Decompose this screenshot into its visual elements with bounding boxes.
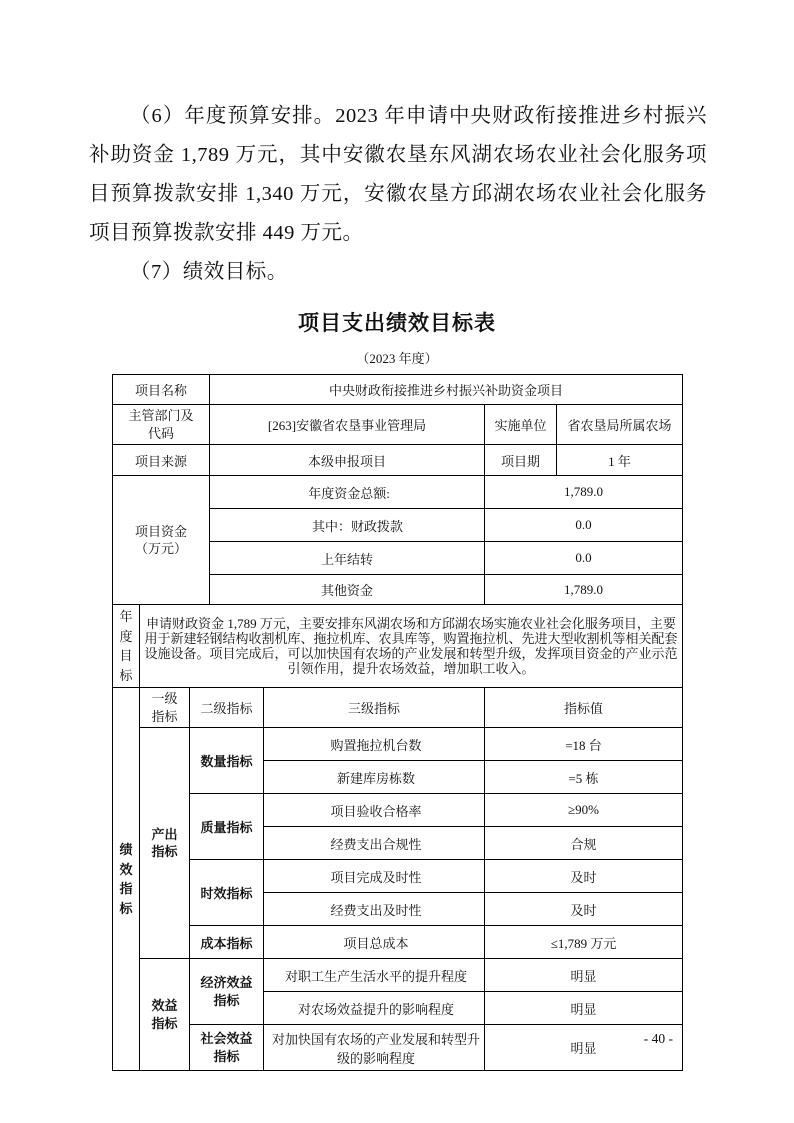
- row-acceptance-rate: [113, 794, 683, 827]
- quality-indicator-label: 质量指标: [190, 794, 264, 860]
- benefit-indicator-label: 效益指标: [140, 959, 190, 1071]
- indicator-name: 购置拖拉机台数: [264, 728, 485, 761]
- indicator-value: =18 台: [485, 728, 683, 761]
- paragraph-performance-goal: （7）绩效目标。: [130, 261, 288, 283]
- funds-total-label: 年度资金总额:: [210, 476, 485, 509]
- impl-unit-value: 省农垦局所属农场: [557, 405, 683, 445]
- output-indicator-label: 产出指标: [140, 728, 190, 959]
- indicator-name: 对农场效益提升的影响程度: [264, 992, 485, 1025]
- project-source-label: 项目来源: [113, 445, 210, 476]
- performance-target-table: [112, 374, 683, 1071]
- indicator-value: =5 栋: [485, 761, 683, 794]
- impl-unit-label: 实施单位: [485, 405, 557, 445]
- social-benefit-label: 社会效益指标: [190, 1025, 264, 1071]
- economic-benefit-label: 经济效益指标: [190, 959, 264, 1025]
- indicator-value: 及时: [485, 893, 683, 926]
- page-number: - 40 -: [643, 1031, 673, 1046]
- indicator-value: 及时: [485, 860, 683, 893]
- row-industry-upgrade: [113, 1025, 683, 1071]
- project-period-value: 1 年: [557, 445, 683, 476]
- funds-other-label: 其他资金: [210, 575, 485, 605]
- funds-total-value: 1,789.0: [485, 476, 683, 509]
- project-period-label: 项目期: [485, 445, 557, 476]
- row-indicator-header: [113, 688, 683, 728]
- indicator-name: 项目完成及时性: [264, 860, 485, 893]
- table-title: 项目支出绩效目标表: [298, 312, 496, 335]
- indicator-value: 明显: [485, 992, 683, 1025]
- row-annual-goal: [113, 605, 683, 688]
- row-tractor-count: [113, 728, 683, 761]
- indicator-name: 项目验收合格率: [264, 794, 485, 827]
- funds-carryover-value: 0.0: [485, 542, 683, 575]
- header-level2: 二级指标: [190, 688, 264, 728]
- department-label: 主管部门及代码: [113, 405, 210, 445]
- annual-goal-text: 申请财政资金 1,789 万元，主要安排东风湖农场和方邱湖农场实施农业社会化服务项目，主要用于新建轻钢结构收割机库、拖拉机库、农具库等，购置拖拉机、先进大型收割机等相关配套设施设备。项目完成后，可以加快国有农场的产业发展和转型升级，发挥项目资金的产业示范引领作用，提升农场效益，增加职工收入。: [140, 605, 683, 688]
- funds-fiscal-label: 其中：财政拨款: [210, 509, 485, 542]
- indicator-name: 经费支出合规性: [264, 827, 485, 860]
- header-level1: 一级指标: [140, 688, 190, 728]
- indicator-name: 对加快国有农场的产业发展和转型升级的影响程度: [264, 1025, 485, 1071]
- funds-carryover-label: 上年结转: [210, 542, 485, 575]
- row-completion-timeliness: [113, 860, 683, 893]
- indicator-value: 明显: [485, 1025, 683, 1071]
- paragraph-annual-budget: （6）年度预算安排。2023 年申请中央财政衔接推进乡村振兴补助资金 1,789 万元，其中安徽农垦东风湖农场农业社会化服务项目预算拨款安排 1,340 万元，安徽农垦方邱湖农场农业社会化服务项目预算拨款安排 449 万元。: [89, 105, 707, 244]
- funds-other-value: 1,789.0: [485, 575, 683, 605]
- quantity-indicator-label: 数量指标: [190, 728, 264, 794]
- project-name-value: 中央财政衔接推进乡村振兴补助资金项目: [210, 375, 683, 405]
- indicator-name: 对职工生产生活水平的提升程度: [264, 959, 485, 992]
- indicator-name: 项目总成本: [264, 926, 485, 959]
- indicator-value: 明显: [485, 959, 683, 992]
- timeliness-indicator-label: 时效指标: [190, 860, 264, 926]
- row-total-cost: [113, 926, 683, 959]
- indicator-value: 合规: [485, 827, 683, 860]
- row-funds-total: [113, 476, 683, 509]
- annual-goal-label: 年度目标: [113, 605, 140, 688]
- funds-label: 项目资金（万元）: [113, 476, 210, 605]
- indicator-value: ≤1,789 万元: [485, 926, 683, 959]
- project-name-label: 项目名称: [113, 375, 210, 405]
- row-department: [113, 405, 683, 445]
- department-value: [263]安徽省农垦事业管理局: [210, 405, 485, 445]
- row-worker-living: [113, 959, 683, 992]
- header-level3: 三级指标: [264, 688, 485, 728]
- perf-indicator-label: 绩效指标: [113, 688, 140, 1071]
- header-value: 指标值: [485, 688, 683, 728]
- indicator-value: ≥90%: [485, 794, 683, 827]
- row-project-name: [113, 375, 683, 405]
- row-project-source: [113, 445, 683, 476]
- table-subtitle: （2023 年度）: [356, 351, 438, 366]
- funds-fiscal-value: 0.0: [485, 509, 683, 542]
- project-source-value: 本级申报项目: [210, 445, 485, 476]
- indicator-name: 新建库房栋数: [264, 761, 485, 794]
- cost-indicator-label: 成本指标: [190, 926, 264, 959]
- indicator-name: 经费支出及时性: [264, 893, 485, 926]
